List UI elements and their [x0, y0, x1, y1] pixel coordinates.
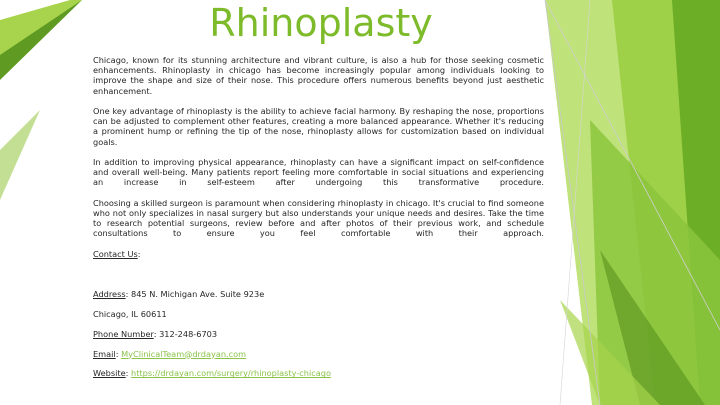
- contact-heading: Contact Us:: [93, 248, 141, 259]
- email-line: Email: MyClinicalTeam@drdayan.com: [93, 348, 247, 359]
- right-decoration: [545, 0, 720, 405]
- address-line: Address: 845 N. Michigan Ave. Suite 923e: [93, 289, 265, 300]
- paragraph-harmony: One key advantage of rhinoplasty is the ability to achieve facial harmony. By reshaping the nose, proportions can be adjusted to complement other features, creating a more balanced appearance. Whether it's reducing a prominent hump or refining the tip of the nose, rhinoplasty allows for customization based on individual goals.: [93, 106, 544, 147]
- website-line: Website: https://drdayan.com/surgery/rhinoplasty-chicago: [93, 368, 331, 379]
- address-label: Address: [93, 289, 126, 300]
- website-link[interactable]: https://drdayan.com/surgery/rhinoplasty-chicago: [131, 368, 331, 379]
- slide-content: [93, 55, 544, 388]
- website-label: Website: [93, 368, 126, 379]
- left-stripe-mid: [0, 110, 40, 200]
- city-line: Chicago, IL 60611: [93, 308, 167, 319]
- slide-title: Rhinoplasty: [209, 1, 433, 45]
- address-value: 845 N. Michigan Ave. Suite 923e: [130, 289, 265, 300]
- email-link[interactable]: MyClinicalTeam@drdayan.com: [121, 348, 247, 359]
- paragraph-intro: Chicago, known for its stunning architecture and vibrant culture, is also a hub for those seeking cosmetic enhancements. Rhinoplasty in chicago has become increasingly popular among individuals looking to improve the shape and size of their nose. This procedure offers numerous benefits beyond just aesthetic enhancement.: [93, 55, 544, 96]
- left-decoration: [0, 0, 82, 200]
- spacer: [93, 269, 544, 289]
- contact-info: [93, 289, 544, 378]
- phone-line: Phone Number: 312-248-6703: [93, 328, 218, 339]
- paragraph-surgeon: Choosing a skilled surgeon is paramount when considering rhinoplasty in chicago. It's crucial to find someone who not only specializes in nasal surgery but also understands your unique needs and desires. Take the time to research potential surgeons, review before and after photos of their previous work, and schedule consultations to ensure you feel comfortable with their approach.: [93, 197, 544, 239]
- phone-value: 312-248-6703: [159, 328, 218, 339]
- phone-label: Phone Number: [93, 328, 154, 339]
- paragraph-confidence: In addition to improving physical appearance, rhinoplasty can have a significant impact on self-confidence and overall well-being. Many patients report feeling more comfortable in social situations and experiencing an increase in self-esteem after undergoing this transformative procedure.: [93, 157, 544, 188]
- contact-heading-text: Contact Us: [93, 248, 138, 259]
- email-label: Email: [93, 348, 116, 359]
